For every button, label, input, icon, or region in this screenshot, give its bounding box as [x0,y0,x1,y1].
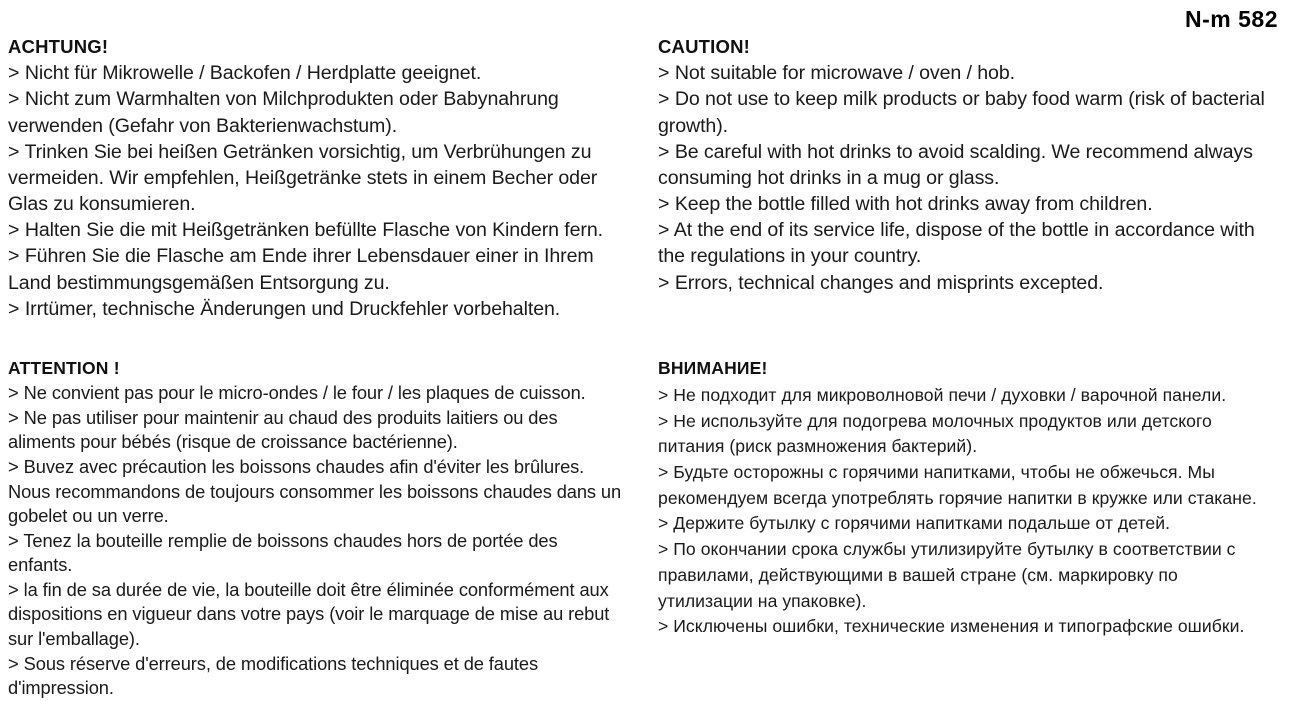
warning-item-text: Исключены ошибки, технические изменения и типографские ошибки. [673,616,1245,637]
chevron-bullet-icon: > [658,219,670,242]
warning-item-text: Будьте осторожны с горячими напитками, чтобы не обжечься. Мы рекомендуем всегда употреблять горячие напитки в кружке или стакане. [658,462,1257,508]
warning-item [658,60,1273,86]
chevron-bullet-icon: > [8,297,20,320]
panel-heading-english: CAUTION! [658,36,751,57]
warning-item-text: Buvez avec précaution les boissons chaudes afin d'éviter les brûlures. Nous recommandons de toujours consommer les boissons chaudes dans un gobelet ou un verre. [8,455,622,527]
warning-item-text: Trinken Sie bei heißen Getränken vorsichtig, um Verbrühungen zu vermeiden. Wir empfehlen, Heißgetränke stets in einem Becher oder Glas zu konsumieren. [8,140,598,216]
warning-item-text: Errors, technical changes and misprints excepted. [674,271,1104,294]
warning-item [658,191,1273,217]
warning-item-text: Tenez la bouteille remplie de boissons chaudes hors de portée des enfants. [8,529,558,576]
chevron-bullet-icon: > [8,219,20,242]
warning-item [8,86,623,138]
warning-item [8,406,623,455]
chevron-bullet-icon: > [658,410,669,431]
chevron-bullet-icon: > [8,406,19,428]
warning-item-text: Not suitable for microwave / oven / hob. [674,62,1015,85]
chevron-bullet-icon: > [658,88,670,111]
chevron-bullet-icon: > [658,513,669,534]
product-code: N-m 582 [1185,6,1278,32]
chevron-bullet-icon: > [8,529,19,551]
warning-panel-german [8,36,623,322]
warning-item [658,537,1273,614]
chevron-bullet-icon: > [658,539,669,560]
warning-item-text: At the end of its service life, dispose of the bottle in accordance with the regulations in your country. [658,219,1255,268]
panel-heading-french: ATTENTION ! [8,358,120,378]
warning-panel-french [8,358,623,701]
warning-list-french [8,381,623,701]
warning-item [8,381,623,406]
warning-item-text: Ne convient pas pour le micro-ondes / le four / les plaques de cuisson. [23,382,586,404]
warning-item-text: Be careful with hot drinks to avoid scalding. We recommend always consuming hot drinks in a mug or glass. [658,140,1253,189]
chevron-bullet-icon: > [8,578,19,600]
warning-item [658,511,1273,537]
chevron-bullet-icon: > [8,382,19,404]
chevron-bullet-icon: > [658,462,669,483]
warning-list-german [8,60,623,322]
chevron-bullet-icon: > [658,62,670,85]
chevron-bullet-icon: > [658,271,670,294]
warning-item [8,60,623,86]
chevron-bullet-icon: > [8,140,20,163]
warning-item [8,243,623,295]
warning-item [658,270,1273,296]
warning-item-text: Ne pas utiliser pour maintenir au chaud des produits laitiers ou des aliments pour bébés (risque de croissance bactérienne). [8,406,558,453]
warning-item-text: la fin de sa durée de vie, la bouteille doit être éliminée conformément aux dispositions en vigueur dans votre pays (voir le marquage de mise au rebut sur l'emballage). [8,578,610,650]
warning-item-text: Sous réserve d'erreurs, de modifications techniques et de fautes d'impression. [8,652,539,699]
warning-item-text: Halten Sie die mit Heißgetränken befüllte Flasche von Kindern fern. [24,219,603,242]
warning-item-text: Irrtümer, technische Änderungen und Druckfehler vorbehalten. [24,297,561,320]
warning-item-text: Nicht zum Warmhalten von Milchprodukten oder Babynahrung verwenden (Gefahr von Bakterienwachstum). [8,88,559,137]
chevron-bullet-icon: > [658,385,669,406]
warning-item-text: Не используйте для подогрева молочных продуктов или детского питания (риск размножения бактерий). [658,410,1212,457]
chevron-bullet-icon: > [8,62,20,85]
warning-item [658,139,1273,191]
warning-item [658,409,1273,460]
warning-item [8,578,623,652]
warning-item [8,455,623,529]
warning-item [658,460,1273,511]
chevron-bullet-icon: > [8,455,19,477]
warning-item [8,139,623,217]
warning-list-russian [658,383,1273,640]
warning-list-english [658,60,1273,295]
warning-item-text: Keep the bottle filled with hot drinks away from children. [674,193,1153,216]
warning-item [658,86,1273,138]
chevron-bullet-icon: > [658,140,670,163]
panel-heading-russian: ВНИМАНИЕ! [658,358,768,378]
warning-item-text: Do not use to keep milk products or baby food warm (risk of bacterial growth). [658,88,1265,137]
warning-item [8,296,623,322]
warning-item-text: Держите бутылку с горячими напитками подальше от детей. [673,513,1171,534]
chevron-bullet-icon: > [8,88,20,111]
warning-item [658,217,1273,269]
chevron-bullet-icon: > [8,245,20,268]
warning-item-text: Не подходит для микроволновой печи / духовки / варочной панели. [673,385,1227,406]
warning-item [658,383,1273,409]
warning-item-text: По окончании срока службы утилизируйте бутылку в соответствии с правилами, действующими в вашей стране (см. маркировку по утилизации на упаковке). [658,539,1236,611]
warning-item [658,614,1273,640]
warning-item [8,652,623,701]
warning-item [8,529,623,578]
warning-panel-english [658,36,1273,296]
panel-heading-german: ACHTUNG! [8,36,109,57]
warning-item [8,217,623,243]
warning-item-text: Nicht für Mikrowelle / Backofen / Herdplatte geeignet. [24,62,482,85]
chevron-bullet-icon: > [658,193,670,216]
warning-panel-russian [658,358,1273,640]
chevron-bullet-icon: > [8,652,19,674]
warning-item-text: Führen Sie die Flasche am Ende ihrer Lebensdauer einer in Ihrem Land bestimmungsgemäßen Entsorgung zu. [8,245,594,294]
chevron-bullet-icon: > [658,616,669,637]
